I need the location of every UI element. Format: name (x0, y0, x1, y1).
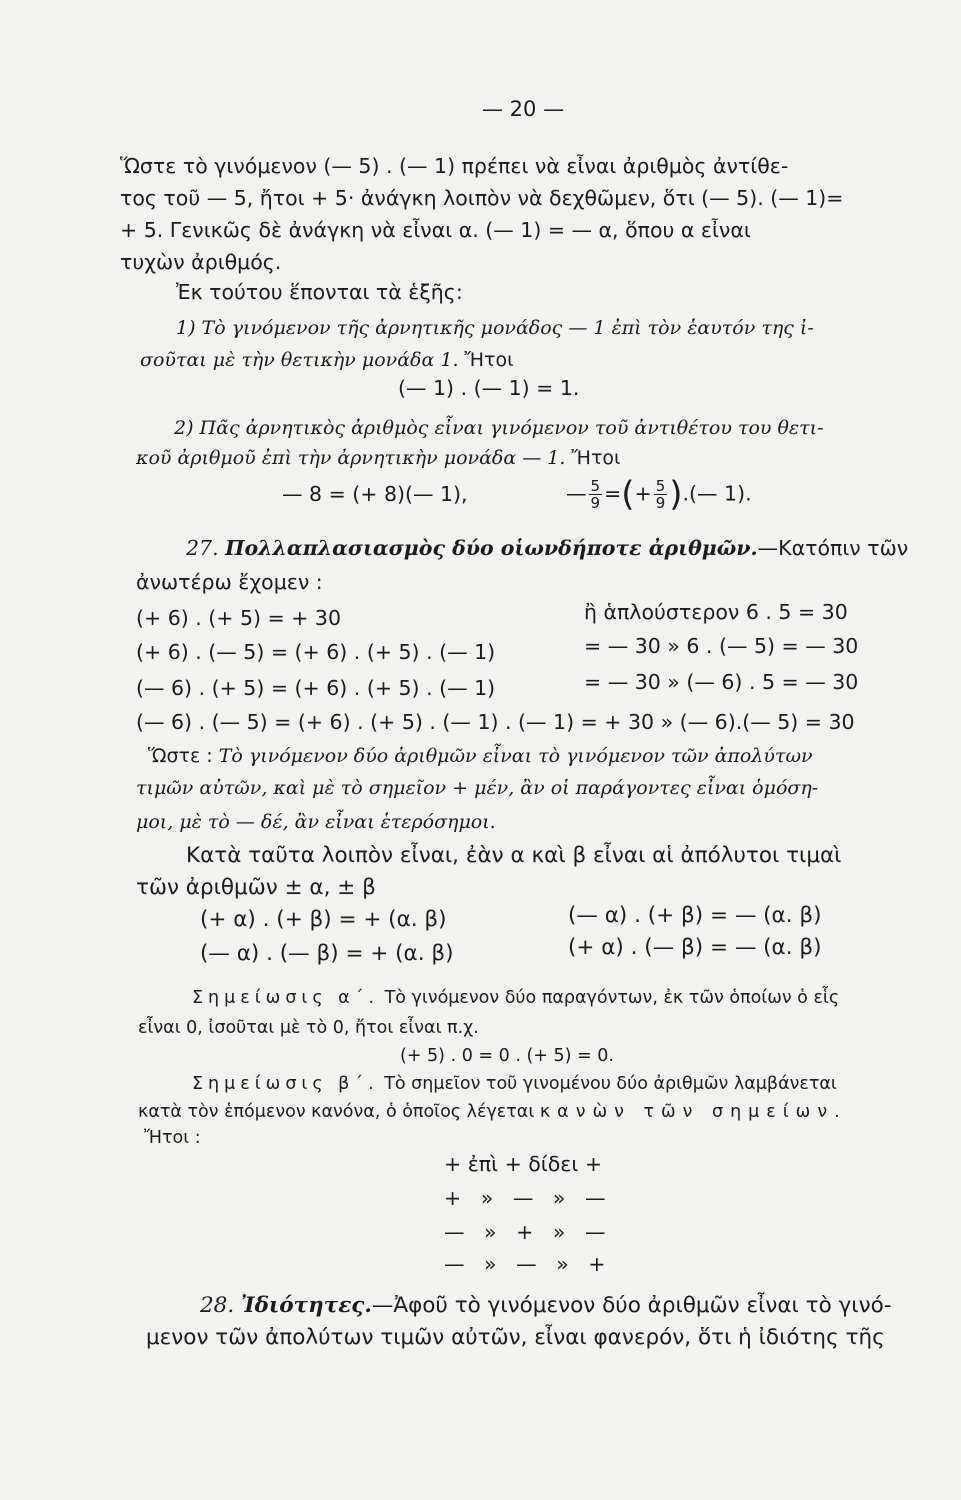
sign-table-row2: + » — » — (444, 1186, 606, 1210)
section28-number: 28. (200, 1293, 235, 1318)
sign-table-row1: + ἐπὶ + δίδει + (444, 1152, 602, 1176)
note-b-line3: Ἤτοι : (144, 1128, 201, 1148)
row3-right: = — 30 » (— 6) . 5 = — 30 (584, 670, 859, 694)
note-b-line1 (192, 1070, 837, 1098)
general-formula1-right: (— α) . (+ β) = — (α. β) (568, 903, 822, 928)
section27-number: 27. (186, 536, 219, 560)
rule2-line2-italic: κοῦ ἀριθμοῦ ἐπὶ τὴν ἀρνητικὴν μονάδα — 1. (136, 447, 566, 469)
rule1-line2-italic: σοῦται μὲ τὴν θετικὴν μονάδα 1. (140, 349, 459, 371)
sign-table-row3: — » + » — (444, 1220, 606, 1244)
formula-b-minus: — (566, 481, 587, 506)
rule2-formula-b (566, 474, 752, 515)
conclusion-italic: Τὸ γινόμενον δύο ἀριθμῶν εἶναι τὸ γινόμενον τῶν ἀπολύτων (212, 745, 813, 767)
row4-left: (— 6) . (— 5) = (+ 6) . (+ 5) . (— 1) . (— 1) = + 30 » (— 6).(— 5) = 30 (136, 710, 855, 734)
note-a-label: Σημείωσις α΄. (192, 988, 380, 1008)
conclusion-line1 (148, 742, 813, 770)
note-b-line2 (138, 1098, 847, 1126)
conclusion-line3: μοι, μὲ τὸ — δέ, ἂν εἶναι ἑτερόσημοι. (136, 811, 496, 833)
close-paren: ) (669, 474, 683, 515)
note-b-spaced: κανὼν τῶν σημείων. (539, 1102, 847, 1122)
rule1-line2 (140, 346, 514, 374)
fraction-numerator-2: 5 (655, 477, 666, 495)
row2-right: = — 30 » 6 . (— 5) = — 30 (584, 634, 859, 658)
conclusion-start: Ὥστε : (148, 745, 213, 767)
paragraph1-line1: Ὥστε τὸ γινόμενον (— 5) . (— 1) πρέπει νὰ εἶναι ἀριθμὸς ἀντίθε- (120, 154, 789, 178)
formula-b-plus: + (634, 481, 652, 506)
rule2-line1: 2) Πᾶς ἀρνητικὸς ἀριθμὸς εἶναι γινόμενον τοῦ ἀντιθέτου του θετι- (174, 417, 824, 439)
fraction-denominator-2: 9 (655, 494, 666, 512)
page-number: — 20 — (482, 97, 565, 121)
section27-heading-line (186, 534, 908, 562)
section28-line2: μενον τῶν ἀπολύτων τιμῶν αὐτῶν, εἶναι φανερόν, ὅτι ἡ ἰδιότης τῆς (146, 1325, 885, 1350)
section27-line2: ἀνωτέρω ἔχομεν : (136, 570, 323, 594)
consequences-intro: Ἐκ τούτου ἕπονται τὰ ἑξῆς: (176, 280, 463, 304)
rule1-formula: (— 1) . (— 1) = 1. (398, 376, 580, 400)
general-formula1-left: (+ α) . (+ β) = + (α. β) (200, 907, 447, 932)
section27-title-tail: —Κατόπιν τῶν (757, 536, 909, 560)
general-line1: Κατὰ ταῦτα λοιπὸν εἶναι, ἐὰν α καὶ β εἶναι αἱ ἀπόλυτοι τιμαὶ (186, 843, 842, 868)
note-a-line1 (192, 984, 839, 1012)
rule2-line2-rest: Ἤτοι (565, 447, 621, 469)
general-formula2-left: (— α) . (— β) = + (α. β) (200, 941, 454, 966)
rule1-line2-rest: Ἤτοι (458, 349, 514, 371)
paragraph1-line4: τυχὼν ἀριθμός. (120, 250, 282, 274)
rule2-line2 (136, 444, 620, 472)
row2-left: (+ 6) . (— 5) = (+ 6) . (+ 5) . (— 1) (136, 640, 496, 664)
rule2-formula-a: — 8 = (+ 8)(— 1), (282, 482, 468, 506)
row1-right: ἢ ἁπλούστερον 6 . 5 = 30 (584, 600, 848, 624)
note-a-line2: εἶναι 0, ἰσοῦται μὲ τὸ 0, ἤτοι εἶναι π.χ. (138, 1018, 479, 1038)
section27-title: Πολλαπλασιασμὸς δύο οἱωνδήποτε ἀριθμῶν. (225, 536, 758, 560)
note-a-formula: (+ 5) . 0 = 0 . (+ 5) = 0. (400, 1046, 614, 1066)
formula-b-tail: .(— 1). (682, 481, 752, 506)
conclusion-line2: τιμῶν αὐτῶν, καὶ μὲ τὸ σημεῖον + μέν, ἂν οἱ παράγοντες εἶναι ὁμόση- (136, 777, 819, 799)
note-a-text: Τὸ γινόμενον δύο παραγόντων, ἐκ τῶν ὁποίων ὁ εἷς (379, 988, 840, 1008)
paragraph1-line3: + 5. Γενικῶς δὲ ἀνάγκη νὰ εἶναι α. (— 1) = — α, ὅπου α εἶναι (120, 218, 751, 242)
note-b-text: Τὸ σημεῖον τοῦ γινομένου δύο ἀριθμῶν λαμβάνεται (378, 1074, 837, 1094)
fraction-denominator: 9 (590, 494, 601, 512)
fraction-numerator: 5 (590, 477, 601, 495)
fraction-5-9 (589, 478, 603, 511)
row3-left: (— 6) . (+ 5) = (+ 6) . (+ 5) . (— 1) (136, 676, 496, 700)
general-formula2-right: (+ α) . (— β) = — (α. β) (568, 935, 822, 960)
note-b-label: Σημείωσις β΄. (192, 1074, 379, 1094)
note-b-start: κατὰ τὸν ἑπόμενον κανόνα, ὁ ὁποῖος λέγεται (138, 1102, 535, 1122)
rule1-line1: 1) Τὸ γινόμενον τῆς ἀρνητικῆς μονάδος — 1 ἐπὶ τὸν ἑαυτόν της ἰ- (176, 317, 814, 339)
open-paren: ( (621, 474, 635, 515)
formula-b-equals: = (604, 481, 622, 506)
sign-table-row4: — » — » + (444, 1252, 606, 1276)
section28-title: Ἰδιότητες. (241, 1293, 372, 1318)
section28-rest: —Ἀφοῦ τὸ γινόμενον δύο ἀριθμῶν εἶναι τὸ γινό- (371, 1293, 892, 1318)
row1-left: (+ 6) . (+ 5) = + 30 (136, 606, 341, 630)
fraction-5-9-second (654, 478, 668, 511)
section28-line1 (200, 1292, 892, 1320)
general-line2: τῶν ἀριθμῶν ± α, ± β (136, 875, 376, 900)
paragraph1-line2: τος τοῦ — 5, ἤτοι + 5· ἀνάγκη λοιπὸν νὰ δεχθῶμεν, ὅτι (— 5). (— 1)= (120, 186, 844, 210)
